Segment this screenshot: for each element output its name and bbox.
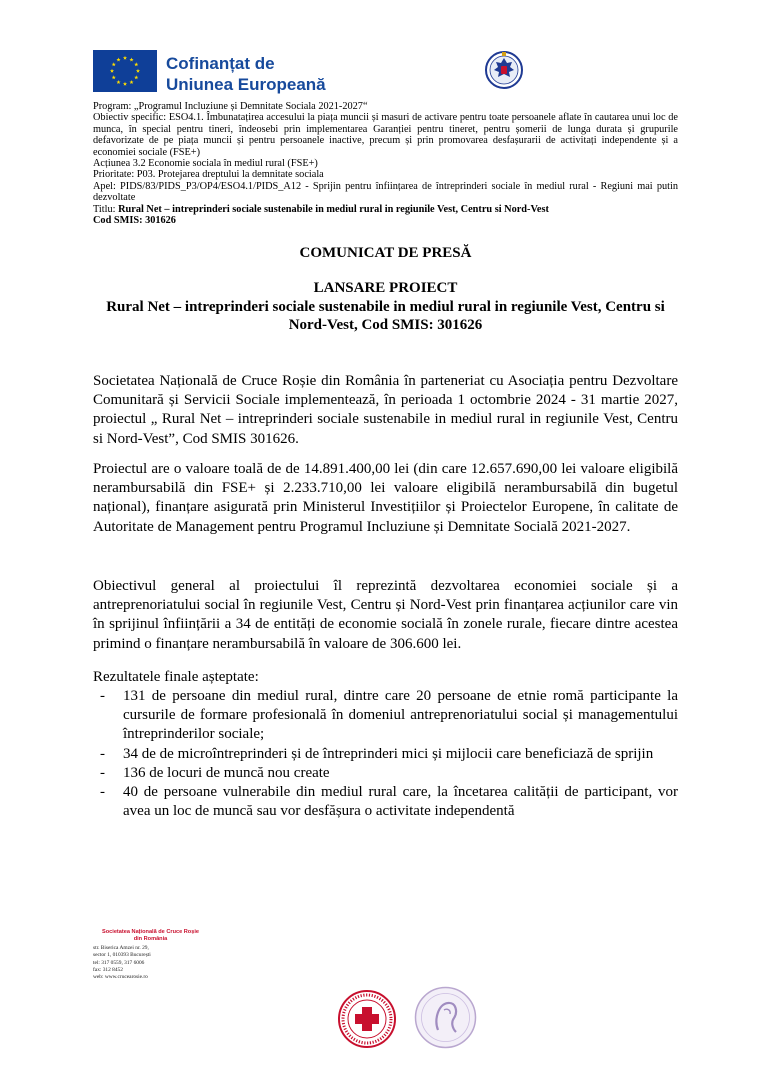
list-dash: - — [100, 745, 105, 762]
eu-stars-icon — [93, 50, 157, 92]
project-launch-subheading: LANSARE PROIECT — [313, 280, 458, 296]
address-line: sector 1, 010393 București — [93, 952, 151, 959]
list-item-text: 131 de persoane din mediul rural, dintre care 20 persoane de etnie romă participante la cursurile de formare profesională în domeniul antreprenoriatului social și managementului întreprinderilor sociale; — [123, 688, 678, 743]
eu-line-1: Cofinanțat de — [166, 54, 275, 73]
eu-line-2: Uniunea Europeană — [166, 75, 326, 94]
org-line-2: din România — [133, 936, 168, 942]
list-item — [93, 687, 678, 745]
results-intro: Rezultatele finale așteptate: — [93, 669, 259, 685]
program-line: Program: „Programul Incluziune și Demnitate Sociala 2021-2027“ — [93, 101, 368, 112]
title-value: Rural Net – intreprinderi sociale sustenabile in mediul rural in regiunile Vest, Centru si Nord-Vest — [118, 203, 549, 215]
smis-line — [93, 215, 678, 226]
paragraph-text: Proiectul are o valoare toală de de 14.891.400,00 lei (din care 12.657.690,00 lei valoare eligibilă nerambursabilă din FSE+ și 2.233.710,00 lei valoare eligibilă nerambursabilă din bugetul național), finanțare asigurată prin Ministerul Investițiilor și Proiectelor Europene, în calitate de Autoritate de Management pentru Programul Incluziune și Demnitate Socială 2021-2027. — [93, 461, 678, 535]
red-cross-logo — [337, 989, 397, 1049]
call-line: Apel: PIDS/83/PIDS_P3/OP4/ESO4.1/PIDS_A12 - Sprijin pentru înființarea de întreprinderi sociale în mediul rural - Regiuni mai putin dezvoltate — [93, 180, 678, 204]
title-line — [93, 204, 678, 215]
list-item-text: 40 de persoane vulnerabile din mediul rural care, la încetarea calității de participant, vor avea un loc de muncă sau vor desfășura o activitate independentă — [123, 784, 678, 820]
list-dash: - — [100, 784, 105, 801]
list-item-text: 136 de locuri de muncă nou create — [123, 764, 330, 781]
list-item — [93, 783, 678, 821]
partner-association-logo — [414, 986, 477, 1049]
list-dash: - — [100, 764, 105, 781]
eu-flag-logo — [93, 50, 157, 92]
org-line-1: Societatea Națională de Cruce Roșie — [102, 929, 199, 935]
address-line: str. Biserica Amzei nr. 29, — [93, 945, 149, 951]
footer-organization-name — [93, 929, 208, 943]
list-item-text: 34 de de microîntreprinderi și de întreprinderi mici și mijlocii care beneficiază de sprijin — [123, 745, 654, 762]
paragraph-objective — [93, 577, 678, 654]
results-list — [93, 687, 678, 821]
list-item — [93, 745, 678, 764]
list-dash: - — [100, 688, 105, 704]
action-line: Acțiunea 3.2 Economie sociala în mediul rural (FSE+) — [93, 158, 318, 170]
objective-line: Obiectiv specific: ESO4.1. Îmbunatațirea accesului la piața muncii și masuri de activare pentru toate persoanele aflate în cautarea unui loc de munca, în special pentru tineri, îndeosebi prin implementarea Garanției pentru tineret, pentru șomerii de lunga durata și grupurile defavorizate de pe piața muncii și pentru persoanele inactive, precum și prin promovarea desfașurarii de activitați independente și a economiei sociale (FSE+) — [93, 112, 678, 158]
title-label: Titlu: — [93, 203, 119, 215]
address-line: web: www.crucearosie.ro — [93, 974, 148, 981]
paragraph-text: Societatea Națională de Cruce Roșie din România în parteneriat cu Asociația pentru Dezvoltare Comunitară și Servicii Sociale implementează, în perioada 1 octombrie 2024 - 31 martie 2027, proiectul „ Rural Net – intreprinderi sociale sustenabile in mediul rural in regiunile Vest, Centru si Nord-Vest”, Cod SMIS 301626. — [93, 373, 678, 447]
list-item — [93, 764, 678, 783]
paragraph-budget — [93, 460, 678, 537]
address-line: fax: 312 8452 — [93, 966, 123, 973]
paragraph-text: Obiectivul general al proiectului îl reprezintă dezvoltarea economiei sociale și a antreprenoriatului social în regiunile Vest, Centru și Nord-Vest prin finanțarea acțiunilor care vin în sprijinul înființării a 34 de entități de economie socială în zonele rurale, fiecare dintre acestea primind o finanțare nerambursabilă în valoare de 306.600 lei. — [93, 578, 678, 652]
project-title: Rural Net – intreprinderi sociale sustenabile in mediul rural in regiunile Vest, Centru si Nord-Vest, Cod SMIS: 301626 — [106, 299, 665, 333]
smis-value: Cod SMIS: 301626 — [93, 215, 176, 227]
eu-cofinancing-text — [166, 53, 326, 95]
priority-line: Prioritate: P03. Protejarea dreptului la demnitate sociala — [93, 169, 324, 181]
footer-address — [93, 945, 213, 981]
paragraph-partnership — [93, 372, 678, 449]
address-line: tel: 317 0559, 317 6006 — [93, 959, 145, 966]
press-release-heading: COMUNICAT DE PRESĂ — [299, 245, 472, 261]
government-of-romania-logo — [484, 48, 524, 96]
project-meta-block — [93, 101, 678, 226]
